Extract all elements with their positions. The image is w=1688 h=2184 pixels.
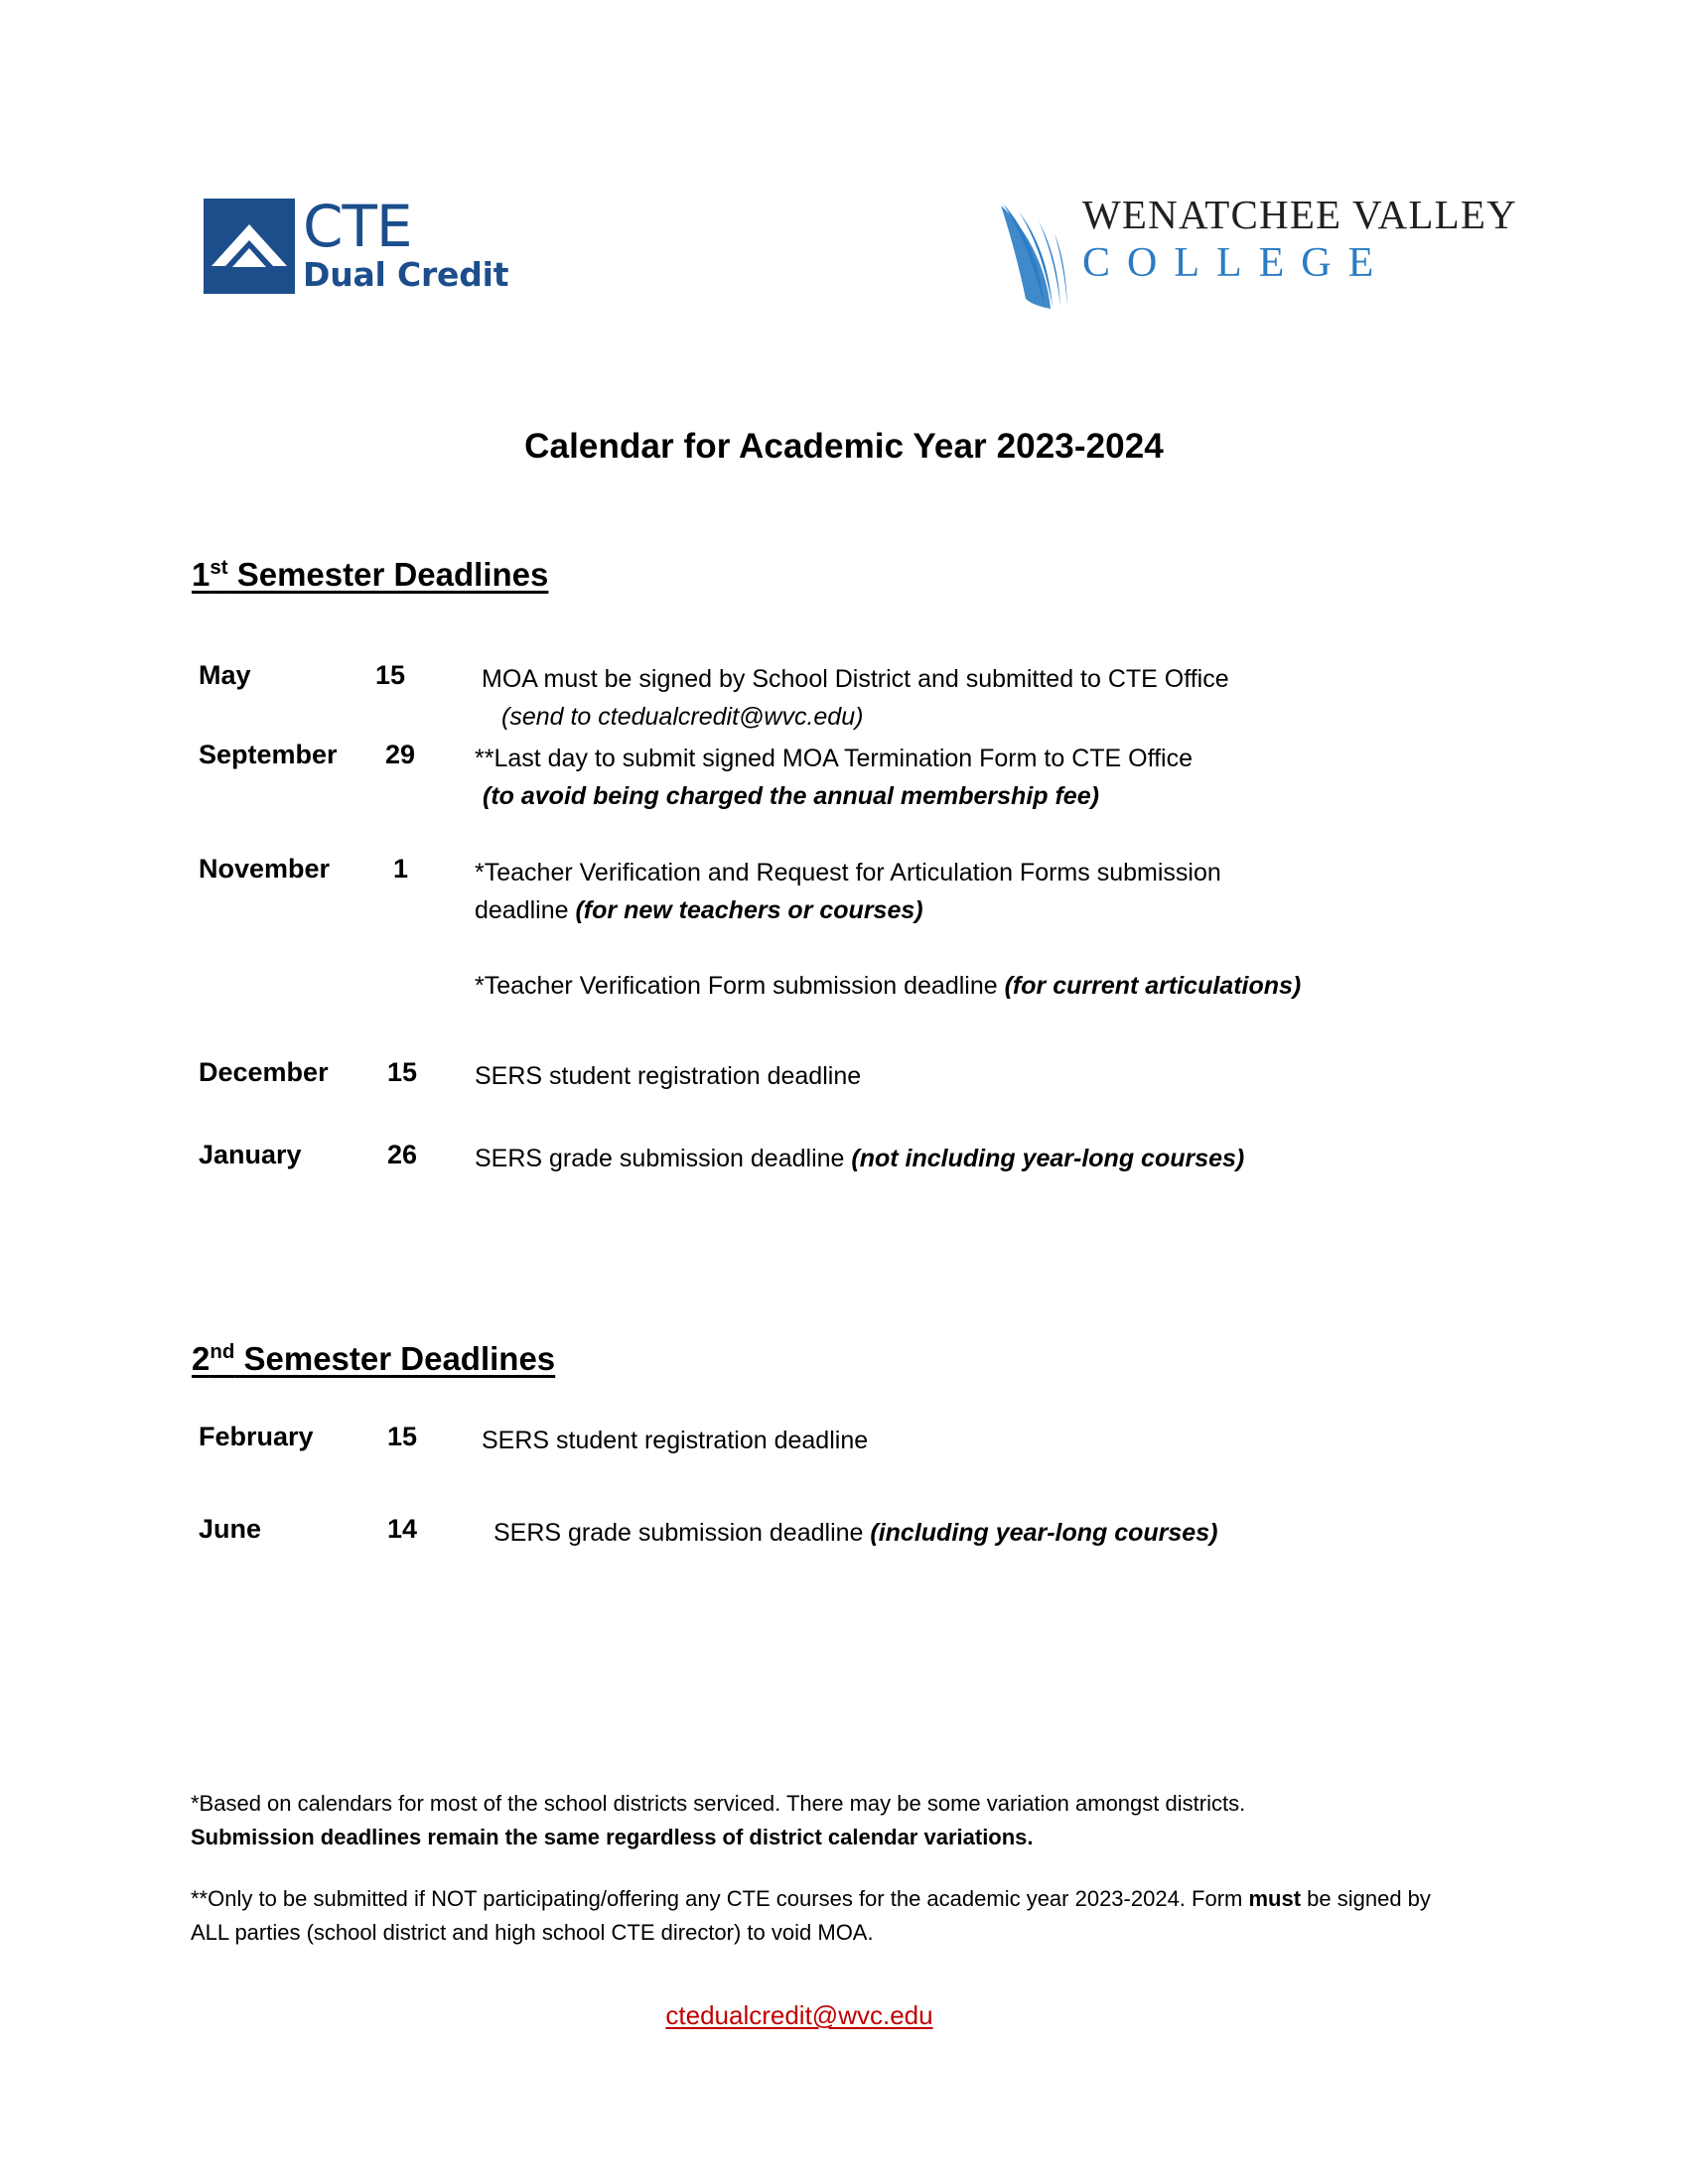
deadline-text-main: **Last day to submit signed MOA Termination Form to CTE Office [475,745,1193,772]
wvc-logo-line2: COLLEGE [1082,240,1391,286]
cte-logo-line1: CTE [303,193,412,260]
deadline-month: June [199,1514,262,1544]
deadline-text-second-plain: *Teacher Verification Form submission deadline [475,972,1005,1000]
deadline-text-main: SERS grade submission deadline [493,1519,871,1547]
deadline-description [493,1514,1437,1552]
cte-wordmark [303,193,509,294]
deadline-text-main: MOA must be signed by School District and submitted to CTE Office [482,665,1229,693]
deadline-month: May [199,660,251,690]
deadline-day: 29 [385,740,416,769]
footnote-double-part2: be signed by ALL parties (school district and high school CTE director) to void MOA. [191,1886,1431,1945]
deadline-description [482,660,1435,736]
deadline-description [475,740,1448,815]
deadline-text-second-note: (for current articulations) [1004,972,1302,1000]
contact-email-link[interactable]: ctedualcredit@wvc.edu [665,2000,933,2030]
wvc-wordmark [1082,192,1517,287]
section-heading-second-semester [192,1340,555,1378]
section-heading-first-text: Semester Deadlines [227,556,549,593]
deadline-text-note: (send to ctedualcredit@wvc.edu) [501,703,864,731]
deadline-day: 14 [387,1514,418,1544]
page-title: Calendar for Academic Year 2023-2024 [524,427,1164,466]
deadline-month: January [199,1140,302,1169]
deadline-day: 15 [387,1057,418,1087]
section-heading-first-number: 1 [192,556,211,593]
header-logos [0,184,1688,323]
deadline-month: December [199,1057,329,1087]
deadline-month: September [199,740,338,769]
section-heading-second-text: Semester Deadlines [234,1340,556,1377]
section-heading-first-ordinal: st [210,556,228,579]
flame-leaf-icon [993,196,1078,318]
deadline-description [475,854,1418,1005]
deadline-text-main: SERS student registration deadline [482,1427,869,1454]
deadline-text-main: SERS grade submission deadline [475,1145,852,1172]
section-heading-second-number: 2 [192,1340,211,1377]
deadline-description [482,1422,1425,1459]
wenatchee-valley-college-logo [993,192,1517,318]
footnote-double-asterisk [191,1882,1452,1950]
deadline-text-note: (including year-long courses) [870,1519,1218,1547]
deadline-text-continuation-note: (for new teachers or courses) [575,896,923,924]
deadline-text-second-paragraph [475,967,1418,1005]
mountain-chevron-icon [204,199,295,294]
cte-dual-credit-logo [204,193,509,294]
deadline-day: 15 [387,1422,418,1451]
deadline-month: February [199,1422,314,1451]
deadline-text-note: (not including year-long courses) [851,1145,1245,1172]
deadline-text-main: SERS student registration deadline [475,1062,862,1090]
deadline-description [475,1140,1418,1177]
deadline-day: 26 [387,1140,418,1169]
cte-logo-line2: Dual Credit [303,255,509,294]
deadline-text-continuation-plain: deadline [475,896,576,924]
footnote-double-emphasis: must [1248,1886,1302,1911]
wvc-logo-line1: WENATCHEE VALLEY [1082,192,1517,237]
footnote-asterisk-line2: Submission deadlines remain the same regardless of district calendar variations. [191,1825,1034,1849]
deadline-day: 15 [375,660,406,690]
deadline-description [475,1057,1418,1095]
contact-email-container [0,2000,1688,2031]
deadline-month: November [199,854,331,884]
deadline-day: 1 [393,854,409,884]
deadline-text-continuation [475,891,1418,929]
footnote-double-asterisk-text [191,1882,1452,1950]
footnote-asterisk [191,1787,1452,1854]
footnote-double-part1: **Only to be submitted if NOT participating/offering any CTE courses for the academic year 2023-2024. Form [191,1886,1249,1911]
deadline-text-main: *Teacher Verification and Request for Articulation Forms submission [475,859,1221,887]
footnote-asterisk-line1: *Based on calendars for most of the school districts serviced. There may be some variation amongst districts. [191,1791,1246,1816]
section-heading-second-ordinal: nd [210,1340,235,1363]
section-heading-first-semester [192,556,548,594]
deadline-text-note: (to avoid being charged the annual membership fee) [483,782,1099,810]
